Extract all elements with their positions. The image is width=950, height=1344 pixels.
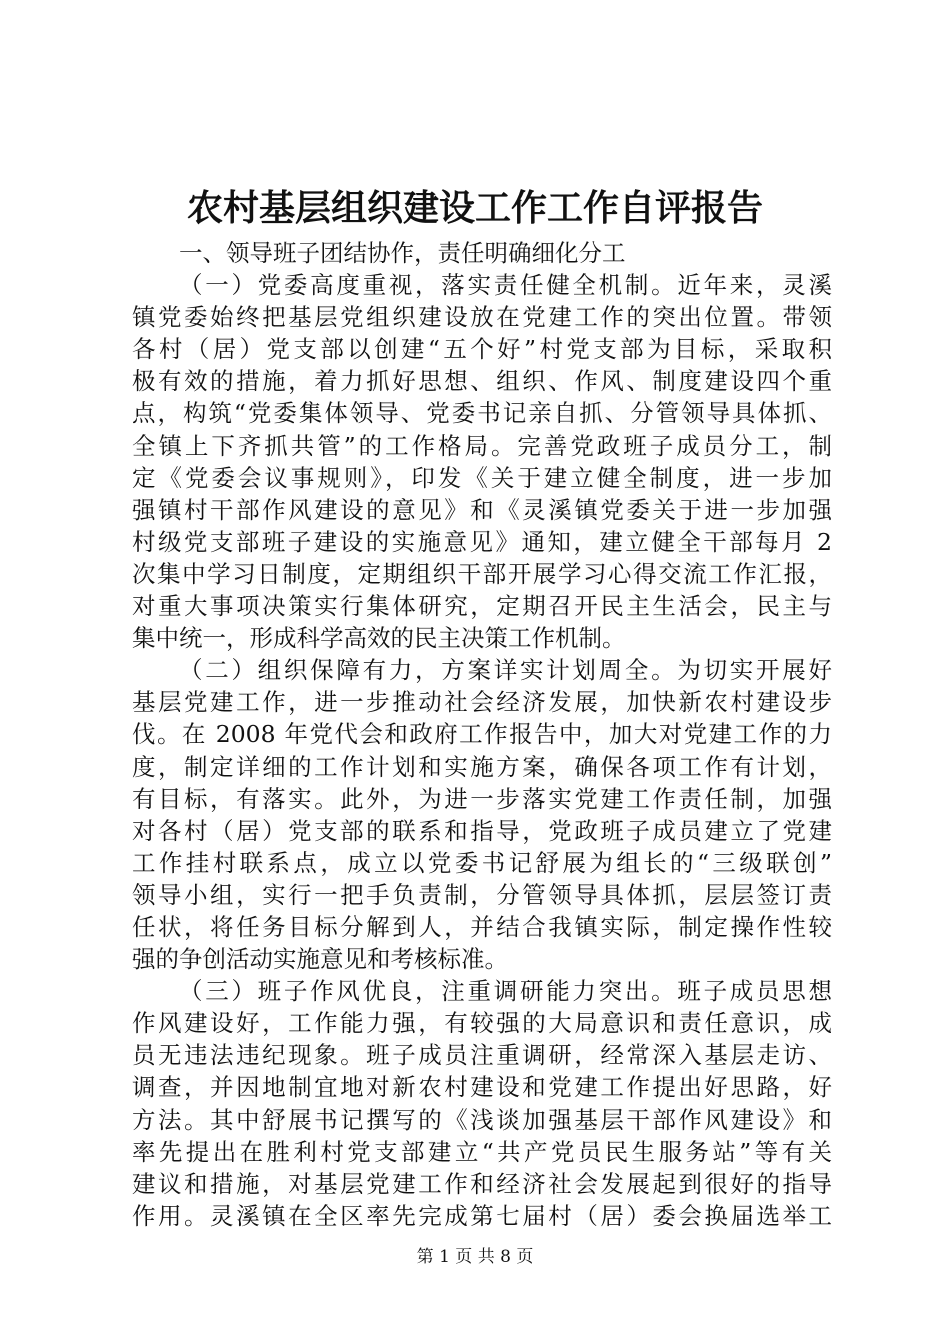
text-line: 全镇上下齐抓共管”的工作格局。完善党政班子成员分工，制 bbox=[132, 431, 832, 460]
text-line: 镇党委始终把基层党组织建设放在党建工作的突出位置。带领 bbox=[132, 303, 832, 332]
text-line: （三）班子作风优良，注重调研能力突出。班子成员思想 bbox=[179, 977, 832, 1006]
page-footer: 第 1 页 共 8 页 bbox=[416, 1247, 534, 1267]
text-line: 员无违法违纪现象。班子成员注重调研，经常深入基层走访、 bbox=[132, 1041, 832, 1070]
text-line: 领导小组，实行一把手负责制，分管领导具体抓，层层签订责 bbox=[132, 880, 832, 909]
text-line: 极有效的措施，着力抓好思想、组织、作风、制度建设四个重 bbox=[132, 367, 832, 396]
text-line: 有目标，有落实。此外，为进一步落实党建工作责任制，加强 bbox=[132, 784, 832, 813]
text-line: 集中统一，形成科学高效的民主决策工作机制。 bbox=[132, 624, 626, 653]
text-line: 点，构筑“党委集体领导、党委书记亲自抓、分管领导具体抓、 bbox=[132, 399, 832, 428]
text-line: 强镇村干部作风建设的意见》和《灵溪镇党委关于进一步加强 bbox=[132, 495, 832, 524]
text-line: 对重大事项决策实行集体研究，定期召开民主生活会，民主与 bbox=[132, 592, 832, 621]
document-body bbox=[132, 237, 832, 1232]
text-line: （二）组织保障有力，方案详实计划周全。为切实开展好 bbox=[179, 656, 832, 685]
text-line: 村级党支部班子建设的实施意见》通知，建立健全干部每月 2 bbox=[132, 527, 832, 556]
text-line: 度，制定详细的工作计划和实施方案，确保各项工作有计划， bbox=[132, 752, 832, 781]
text-line: 定《党委会议事规则》，印发《关于建立健全制度，进一步加 bbox=[132, 463, 832, 492]
text-line: 作用。灵溪镇在全区率先完成第七届村（居）委会换届选举工 bbox=[132, 1201, 832, 1230]
text-line: 作风建设好，工作能力强，有较强的大局意识和责任意识，成 bbox=[132, 1009, 832, 1038]
text-line: （一）党委高度重视，落实责任健全机制。近年来，灵溪 bbox=[179, 271, 832, 300]
text-line: 方法。其中舒展书记撰写的《浅谈加强基层干部作风建设》和 bbox=[132, 1105, 832, 1134]
text-line: 次集中学习日制度，定期组织干部开展学习心得交流工作汇报， bbox=[132, 559, 832, 588]
text-line: 工作挂村联系点，成立以党委书记舒展为组长的“三级联创” bbox=[132, 848, 832, 877]
text-line: 率先提出在胜利村党支部建立“共产党员民生服务站”等有关 bbox=[132, 1137, 832, 1166]
text-line: 基层党建工作，进一步推动社会经济发展，加快新农村建设步 bbox=[132, 688, 832, 717]
section-heading: 一、领导班子团结协作，责任明确细化分工 bbox=[179, 239, 626, 267]
text-line: 建议和措施，对基层党建工作和经济社会发展起到很好的指导 bbox=[132, 1169, 832, 1198]
text-line: 伐。在 2008 年党代会和政府工作报告中，加大对党建工作的力 bbox=[132, 720, 832, 749]
document-title: 农村基层组织建设工作工作自评报告 bbox=[186, 187, 763, 229]
text-line: 调查，并因地制宜地对新农村建设和党建工作提出好思路，好 bbox=[132, 1073, 832, 1102]
text-line: 任状，将任务目标分解到人，并结合我镇实际，制定操作性较 bbox=[132, 912, 832, 941]
text-line: 各村（居）党支部以创建“五个好”村党支部为目标，采取积 bbox=[132, 335, 832, 364]
text-line: 强的争创活动实施意见和考核标准。 bbox=[132, 945, 508, 974]
text-line: 对各村（居）党支部的联系和指导，党政班子成员建立了党建 bbox=[132, 816, 832, 845]
